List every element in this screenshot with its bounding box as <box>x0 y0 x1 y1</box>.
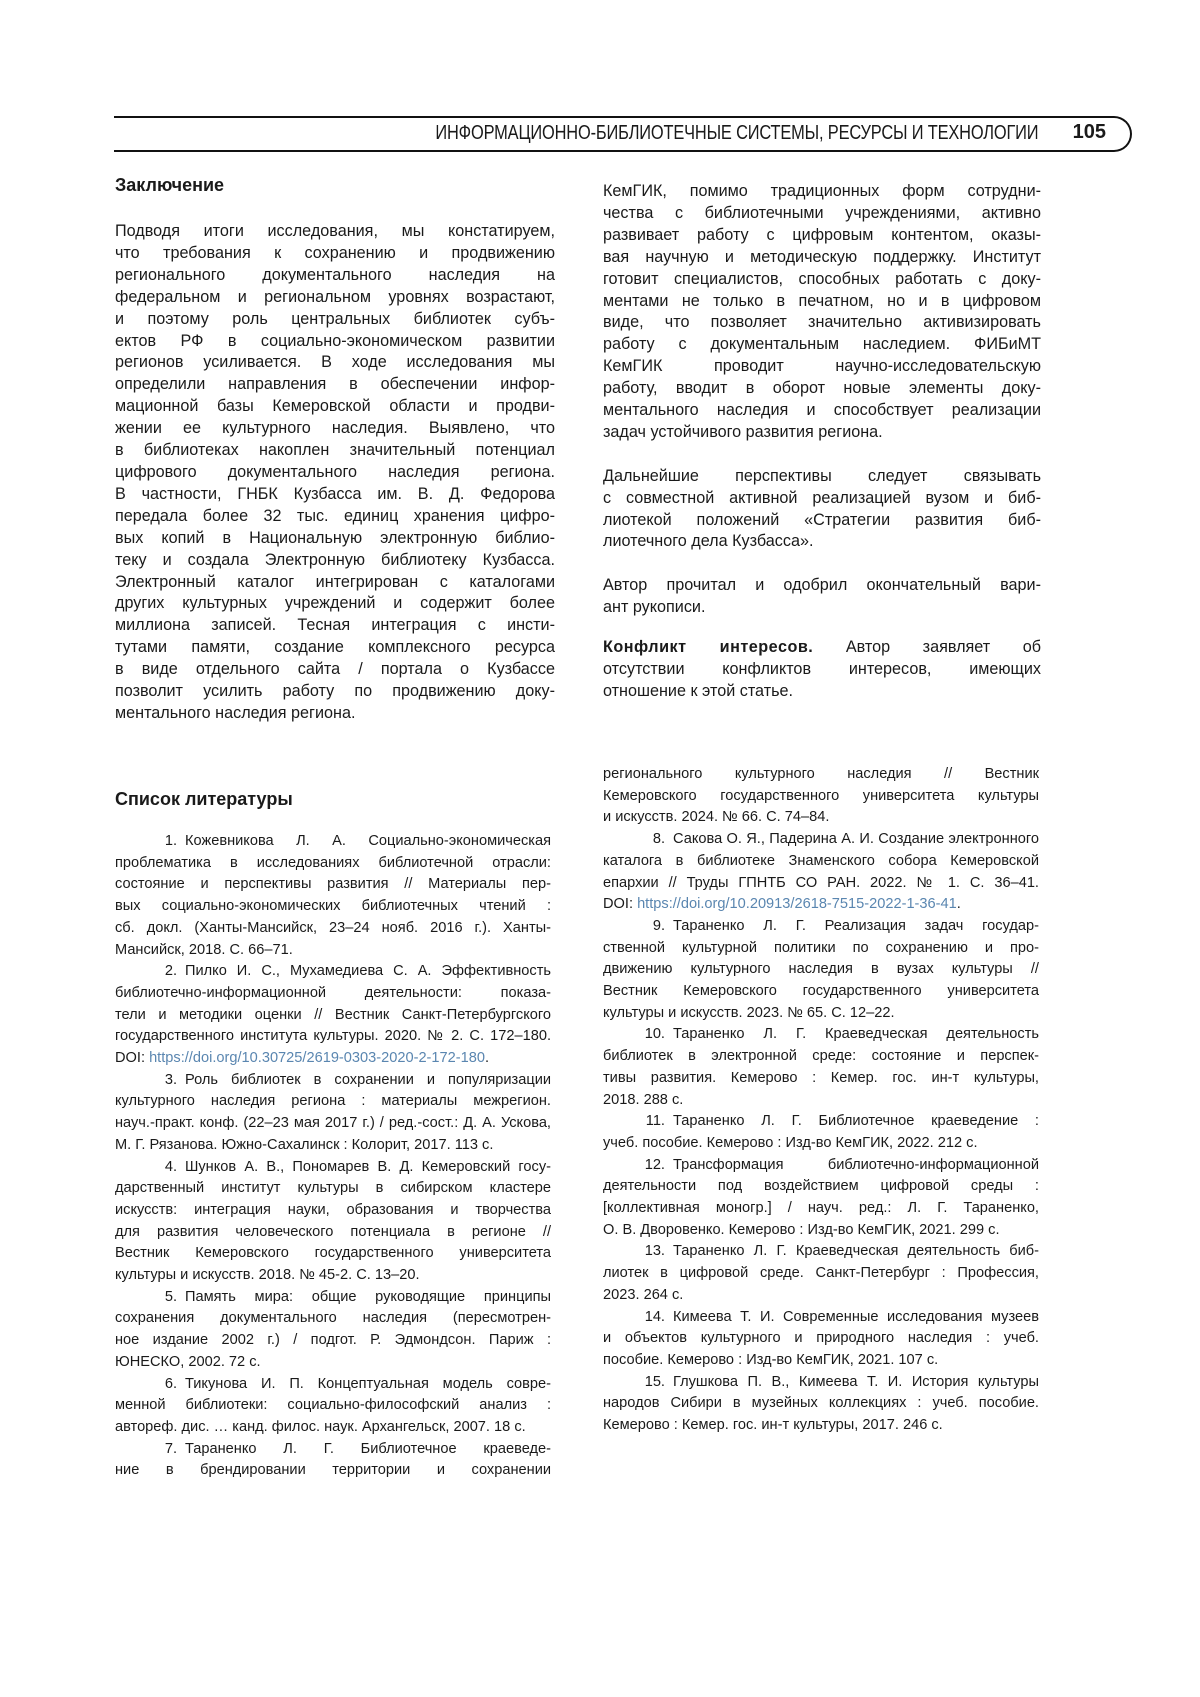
doi-line: DOI: https://doi.org/10.30725/2619-0303-2020-2-172-180. <box>115 1048 551 1070</box>
text-line: лиотекой положений «Стратегии развития биб- <box>603 510 1041 532</box>
reference-item <box>115 1070 551 1157</box>
text-line: теку и создала Электронную библиотеку Кузбасса. <box>115 550 555 572</box>
text-line: каталога в библиотеке Знаменского собора Кемеровской <box>603 851 1039 873</box>
text-line: виде, что позволяет значительно активизировать <box>603 312 1041 334</box>
reference-item <box>603 1024 1039 1111</box>
text-line: 2023. 264 с. <box>603 1285 1039 1307</box>
text-line: в виде отдельного сайта / портала о Кузбассе <box>115 659 555 681</box>
reference-first-line <box>603 916 1039 938</box>
page-number: 105 <box>1073 121 1106 144</box>
text-line: культуры и искусств. 2023. № 65. С. 12–22. <box>603 1003 1039 1025</box>
doi-link[interactable]: https://doi.org/10.20913/2618-7515-2022-1-36-41 <box>637 896 957 912</box>
reference-first-line <box>115 1439 551 1461</box>
text-line: сб. докл. (Ханты-Мансийск, 23–24 нояб. 2016 г.). Ханты- <box>115 918 551 940</box>
conflict-of-interest <box>603 637 1041 703</box>
reference-number: 2. <box>115 961 177 983</box>
text-line: КемГИК, помимо традиционных форм сотрудни- <box>603 181 1041 203</box>
text-line: состояние и перспективы развития // Материалы пер- <box>115 874 551 896</box>
text-line: ант рукописи. <box>603 597 1041 619</box>
text-line: других культурных учреждений и содержит более <box>115 593 555 615</box>
text-line: в библиотеках накоплен значительный потенциал <box>115 440 555 462</box>
text-line: Автор прочитал и одобрил окончательный вари- <box>603 575 1041 597</box>
text-line: и объектов культурного и природного наследия : учеб. <box>603 1328 1039 1350</box>
text-line: вая научную и методическую поддержку. Институт <box>603 247 1041 269</box>
text-line: позволит усилить работу по продвижению доку- <box>115 681 555 703</box>
reference-first-line <box>115 961 551 983</box>
text-line: с совместной активной реализацией вузом и биб- <box>603 488 1041 510</box>
text-line: В частности, ГНБК Кузбасса им. В. Д. Федорова <box>115 484 555 506</box>
reference-item <box>603 1155 1039 1242</box>
reference-first-line <box>603 1024 1039 1046</box>
text-line: науч.-практ. конф. (22–23 мая 2017 г.) / ред.-сост.: Д. А. Ускова, <box>115 1113 551 1135</box>
text-line: Электронный каталог интегрирован с каталогами <box>115 572 555 594</box>
conflict-text: Автор заявляет об <box>813 638 1041 656</box>
text-line: народов Сибири в музейных коллекциях : учеб. пособие. <box>603 1393 1039 1415</box>
reference-item <box>603 1307 1039 1372</box>
text-line: цифрового документального наследия региона. <box>115 462 555 484</box>
text-line: Тараненко Л. Г. Реализация задач государ- <box>673 916 1039 938</box>
text-line: и искусств. 2024. № 66. С. 74–84. <box>603 807 1039 829</box>
text-line: тутами памяти, создание комплексного ресурса <box>115 637 555 659</box>
text-line: Глушкова П. В., Кимеева Т. И. История культуры <box>673 1372 1039 1394</box>
text-line: Память мира: общие руководящие принципы <box>185 1287 551 1309</box>
text-line: Подводя итоги исследования, мы констатируем, <box>115 221 555 243</box>
reference-first-line <box>603 1307 1039 1329</box>
text-line: регионального документального наследия на <box>115 265 555 287</box>
text-line: ное издание 2002 г.) / подгот. Р. Эдмондсон. Париж : <box>115 1330 551 1352</box>
text-line: КемГИК проводит научно-исследовательскую <box>603 356 1041 378</box>
reference-item <box>603 916 1039 1025</box>
text-line: развивает работу с цифровым контентом, оказы- <box>603 225 1041 247</box>
text-line: движению культурного наследия в вузах культуры // <box>603 959 1039 981</box>
text-line: библиотек в электронной среде: состояние и перспек- <box>603 1046 1039 1068</box>
text-line: сохранения документального наследия (пересмотрен- <box>115 1308 551 1330</box>
text-line: Вестник Кемеровского государственного университета <box>603 981 1039 1003</box>
reference-first-line <box>603 1241 1039 1263</box>
doi-line: DOI: https://doi.org/10.20913/2618-7515-2022-1-36-41. <box>603 894 1039 916</box>
reference-number: 13. <box>603 1241 665 1263</box>
reference-first-line <box>115 1374 551 1396</box>
text-line: культуры и искусств. 2018. № 45-2. С. 13–20. <box>115 1265 551 1287</box>
text-line: чества с библиотечными учреждениями, активно <box>603 203 1041 225</box>
reference-item <box>603 1241 1039 1306</box>
reference-first-line <box>115 831 551 853</box>
reference-item <box>115 1439 551 1482</box>
text-line: Вестник Кемеровского государственного университета <box>115 1243 551 1265</box>
references-heading: Список литературы <box>115 789 555 810</box>
reference-number: 4. <box>115 1157 177 1179</box>
text-line: менной библиотеки: социально-философский анализ : <box>115 1395 551 1417</box>
reference-number: 14. <box>603 1307 665 1329</box>
text-line: дарственный институт культуры в сибирском кластере <box>115 1178 551 1200</box>
conclusion-left <box>115 175 555 196</box>
text-line: тивы развития. Кемерово : Кемер. гос. ин-т культуры, <box>603 1068 1039 1090</box>
paragraph <box>603 575 1041 619</box>
running-header <box>114 116 1132 152</box>
text-line: миллиона записей. Тесная интеграция с инсти- <box>115 615 555 637</box>
references-list-left <box>115 831 551 1482</box>
text-line: федеральном и региональном уровнях возрастают, <box>115 287 555 309</box>
doi-label: DOI: <box>603 896 637 912</box>
conclusion-heading: Заключение <box>115 175 555 196</box>
text-line: мационной базы Кемеровской области и продви- <box>115 396 555 418</box>
reference-first-line <box>603 1372 1039 1394</box>
conflict-label: Конфликт интересов. <box>603 638 813 656</box>
reference-first-line <box>603 829 1039 851</box>
text-line: Тараненко Л. Г. Библиотечное краеведе- <box>185 1439 551 1461</box>
text-line: деятельности под воздействием цифровой среды : <box>603 1176 1039 1198</box>
paragraph <box>603 466 1041 554</box>
reference-first-line <box>115 1157 551 1179</box>
text-line: О. В. Дворовенко. Кемерово : Изд-во КемГИК, 2021. 299 с. <box>603 1220 1039 1242</box>
text-line: Шунков А. В., Пономарев В. Д. Кемеровский госу- <box>185 1157 551 1179</box>
conclusion-right <box>603 181 1041 641</box>
text-line: 2018. 288 с. <box>603 1090 1039 1112</box>
text-line: регионов усиливается. В ходе исследования мы <box>115 352 555 374</box>
text-line: что требования к сохранению и продвижению <box>115 243 555 265</box>
text-line: ментами не только в печатном, но и в цифровом <box>603 291 1041 313</box>
conflict-text: отношение к этой статье. <box>603 681 1041 703</box>
text-line: М. Г. Рязанова. Южно-Сахалинск : Колорит, 2017. 113 с. <box>115 1135 551 1157</box>
reference-first-line <box>603 1155 1039 1177</box>
text-line: Тараненко Л. Г. Краеведческая деятельность <box>673 1024 1039 1046</box>
text-line: ние в брендировании территории и сохранении <box>115 1460 551 1482</box>
text-line: Пилко И. С., Мухамедиева С. А. Эффективность <box>185 961 551 983</box>
reference-first-line <box>115 1070 551 1092</box>
reference-item <box>115 1374 551 1439</box>
reference-number: 6. <box>115 1374 177 1396</box>
text-line: Мансийск, 2018. С. 66–71. <box>115 940 551 962</box>
text-line: Кимеева Т. И. Современные исследования музеев <box>673 1307 1039 1329</box>
text-line: Тараненко Л. Г. Краеведческая деятельность биб- <box>673 1241 1039 1263</box>
reference-number: 9. <box>603 916 665 938</box>
reference-first-line <box>115 1287 551 1309</box>
text-line: автореф. дис. … канд. филос. наук. Архангельск, 2007. 18 с. <box>115 1417 551 1439</box>
text-line: регионального культурного наследия // Вестник <box>603 764 1039 786</box>
reference-item <box>115 831 551 961</box>
text-line: государственного института культуры. 2020. № 2. С. 172–180. <box>115 1026 551 1048</box>
reference-number: 7. <box>115 1439 177 1461</box>
text-line: для развития человеческого потенциала в регионе // <box>115 1222 551 1244</box>
text-line: тели и методики оценки // Вестник Санкт-Петербургского <box>115 1005 551 1027</box>
text-line: Кемеровского государственного университета культуры <box>603 786 1039 808</box>
text-line: библиотечно-информационной деятельности: показа- <box>115 983 551 1005</box>
text-line: и поэтому роль центральных библиотек субъ- <box>115 309 555 331</box>
text-line: вых копий в Национальную электронную библио- <box>115 528 555 550</box>
text-line: Тикунова И. П. Концептуальная модель совре- <box>185 1374 551 1396</box>
text-line: вых социально-экономических библиотечных чтений : <box>115 896 551 918</box>
text-line: культурного наследия региона : материалы межрегион. <box>115 1091 551 1113</box>
reference-number: 10. <box>603 1024 665 1046</box>
reference-number: 5. <box>115 1287 177 1309</box>
text-line: работу с документальным наследием. ФИБиМТ <box>603 334 1041 356</box>
text-line: епархии // Труды ГПНТБ СО РАН. 2022. № 1. С. 36–41. <box>603 873 1039 895</box>
text-line: передала более 32 тыс. единиц хранения цифро- <box>115 506 555 528</box>
text-line: Кемерово : Кемер. гос. ин-т культуры, 2017. 246 с. <box>603 1415 1039 1437</box>
text-line: искусств: интеграция науки, образования и творчества <box>115 1200 551 1222</box>
text-line: Роль библиотек в сохранении и популяризации <box>185 1070 551 1092</box>
conflict-text: отсутствии конфликтов интересов, имеющих <box>603 659 1041 681</box>
section-title: ИНФОРМАЦИОННО-БИБЛИОТЕЧНЫЕ СИСТЕМЫ, РЕСУРСЫ И ТЕХНОЛОГИИ <box>435 122 1038 145</box>
doi-label: DOI: <box>115 1050 149 1066</box>
reference-item <box>603 829 1039 916</box>
text-line: учеб. пособие. Кемерово : Изд-во КемГИК, 2022. 212 с. <box>603 1133 1039 1155</box>
text-line: ментального наследия региона. <box>115 703 555 725</box>
text-line: [коллективная моногр.] / науч. ред.: Л. Г. Тараненко, <box>603 1198 1039 1220</box>
reference-number: 11. <box>603 1111 665 1133</box>
reference-number: 12. <box>603 1155 665 1177</box>
doi-link[interactable]: https://doi.org/10.30725/2619-0303-2020-2-172-180 <box>149 1050 485 1066</box>
text-line: ментального наследия и способствует реализации <box>603 400 1041 422</box>
reference-item <box>115 1287 551 1374</box>
text-line: определили направления в обеспечении инфор- <box>115 374 555 396</box>
paragraph <box>603 181 1041 444</box>
text-line: лиотечного дела Кузбасса». <box>603 531 1041 553</box>
text-line: лиотек в цифровой среде. Санкт-Петербург : Профессия, <box>603 1263 1039 1285</box>
text-line: пособие. Кемерово : Изд-во КемГИК, 2021. 107 с. <box>603 1350 1039 1372</box>
text-line: Сакова О. Я., Падерина А. И. Создание электронного <box>673 829 1039 851</box>
conclusion-paragraph <box>115 221 555 725</box>
text-line: жении ее культурного наследия. Выявлено, что <box>115 418 555 440</box>
reference-item <box>603 764 1039 829</box>
reference-item <box>603 1372 1039 1437</box>
text-line: задач устойчивого развития региона. <box>603 422 1041 444</box>
text-line: ственной культурной политики по сохранению и про- <box>603 938 1039 960</box>
references-list-right <box>603 764 1039 1437</box>
text-line: Кожевникова Л. А. Социально-экономическая <box>185 831 551 853</box>
text-line: Дальнейшие перспективы следует связывать <box>603 466 1041 488</box>
reference-number: 15. <box>603 1372 665 1394</box>
reference-number: 8. <box>603 829 665 851</box>
text-line: ектов РФ в социально-экономическом развитии <box>115 331 555 353</box>
text-line: Тараненко Л. Г. Библиотечное краеведение : <box>673 1111 1039 1133</box>
text-line: работу, вводит в оборот новые элементы доку- <box>603 378 1041 400</box>
reference-item <box>115 1157 551 1287</box>
text-line: ЮНЕСКО, 2002. 72 с. <box>115 1352 551 1374</box>
reference-first-line <box>603 1111 1039 1133</box>
reference-number: 3. <box>115 1070 177 1092</box>
reference-item <box>115 961 551 1070</box>
text-line: готовит специалистов, способных работать с доку- <box>603 269 1041 291</box>
text-line: проблематика в исследованиях библиотечной отрасли: <box>115 853 551 875</box>
reference-item <box>603 1111 1039 1154</box>
reference-number: 1. <box>115 831 177 853</box>
text-line: Трансформация библиотечно-информационной <box>673 1155 1039 1177</box>
